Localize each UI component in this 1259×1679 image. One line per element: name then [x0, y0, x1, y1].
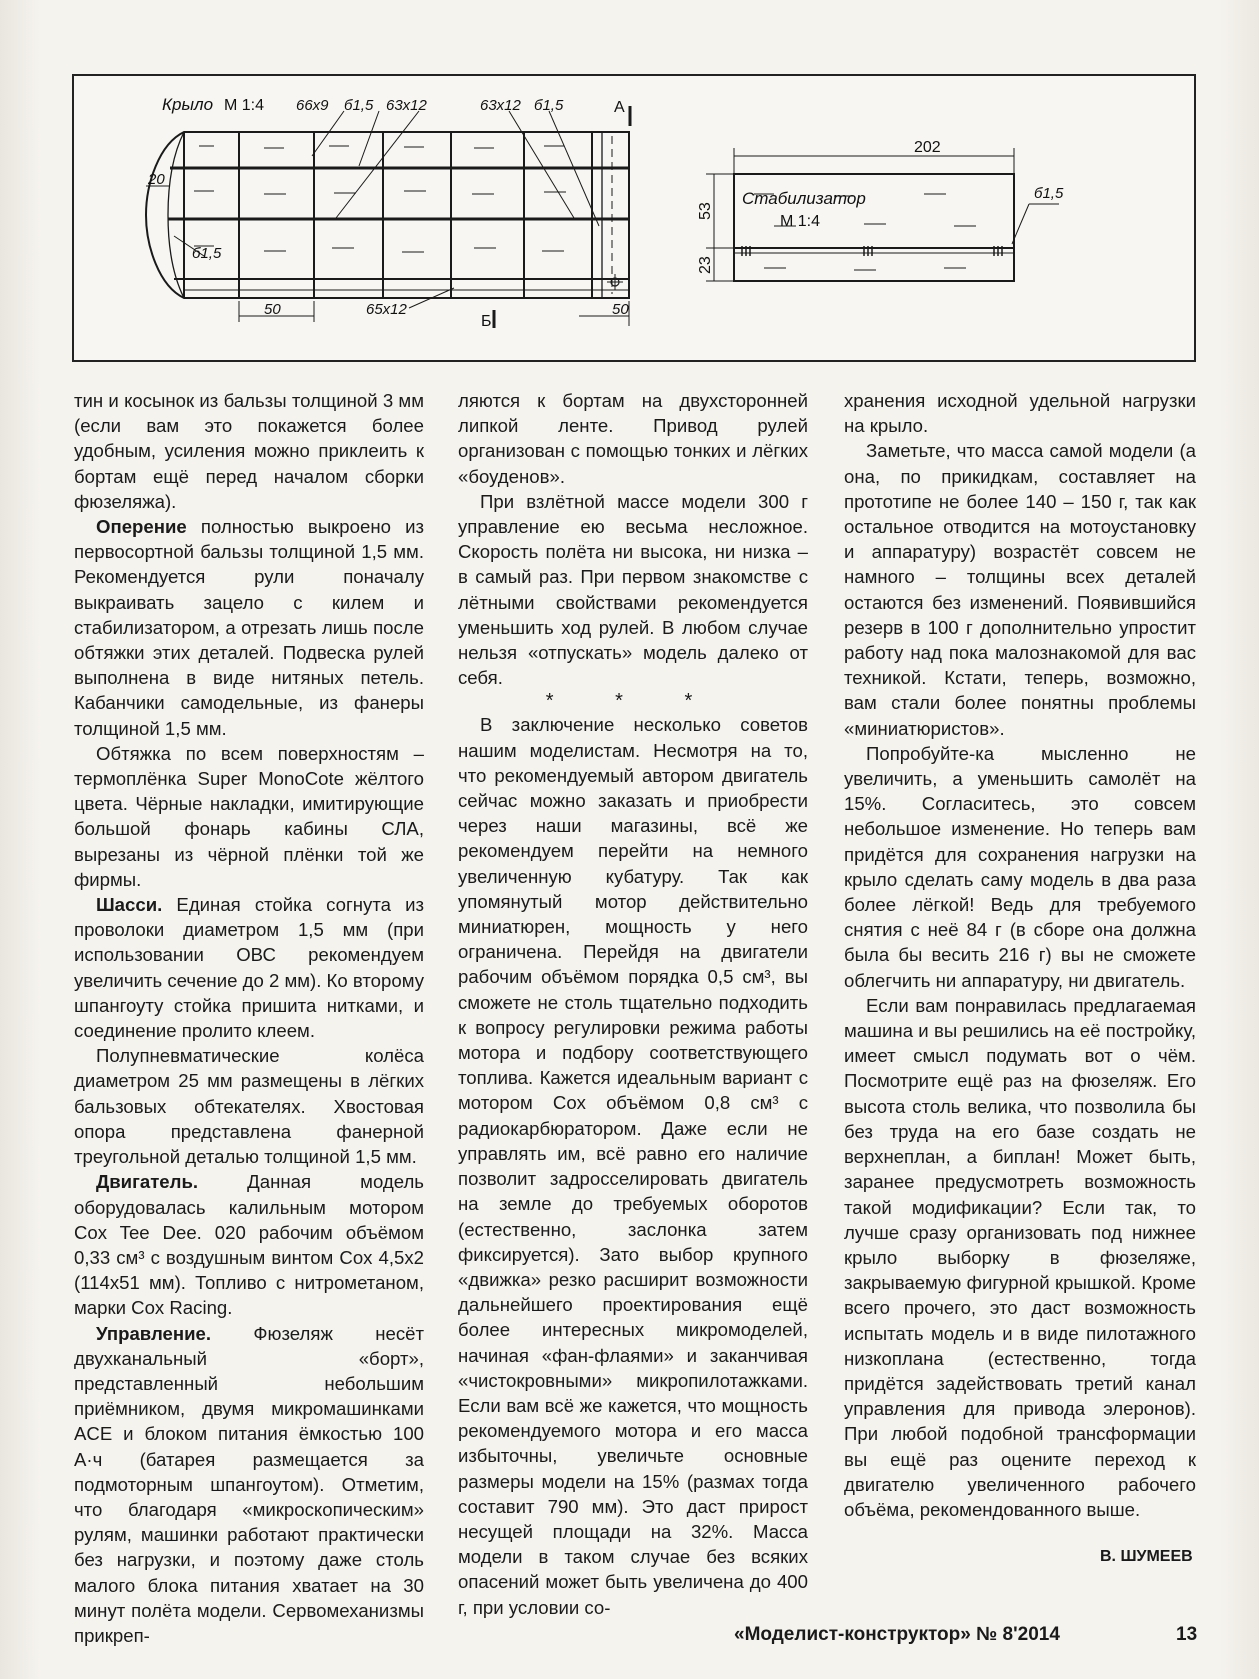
- magazine-issue: «Моделист-конструктор» № 8'2014: [734, 1624, 1060, 1645]
- wing-label-20: 20: [148, 171, 165, 188]
- stabilizer-title: Стабилизатор: [742, 189, 866, 208]
- heading-chassis: Шасси.: [96, 894, 163, 916]
- wing-label-65x12: 65х12: [366, 301, 407, 318]
- paragraph-text: Фюзеляж несёт двухканальный «борт», представленный небольшим приёмником, двумя микромашинками ACE и блоком питания ёмкостью 100 А·ч (батарея размещается за подмоторным шпангоутом). Отметим, что благодаря «микроскопическим» рулям, машинки работают практически без нагрузки, и поэтому даже столь малого блока питания хватает на 30 минут полёта модели. Сервомеханизмы прикреп-: [74, 1322, 424, 1646]
- paragraph-chassis: [74, 892, 424, 1043]
- wing-label-63x12-a: 63х12: [386, 97, 427, 114]
- section-a-marker: А: [614, 99, 625, 116]
- wing-label-50-b: 50: [612, 301, 629, 318]
- paragraph: тин и косынок из бальзы толщиной 3 мм (если вам это покажется более удобным, усиления можно приклеить к бортам ещё перед началом сборки фюзеляжа).: [74, 390, 424, 512]
- column-3: [844, 388, 1196, 1522]
- heading-empennage: Оперение: [96, 516, 187, 538]
- stabilizer-height-53: 53: [697, 202, 714, 220]
- wing-label-b15-a: б1,5: [344, 97, 374, 114]
- stabilizer-height-23: 23: [697, 256, 714, 274]
- column-2: [458, 388, 808, 1620]
- paragraph: Заметьте, что масса самой модели (а она, по прикидкам, составляет на прототипе не более 140 – 150 г, так как остальное отводится на мотоустановку и аппаратуру) возрастёт совсем не намного – толщины всех деталей остаются без изменений. Появившийся резерв в 100 г дополнительно упростит работу над пока малознакомой для вас техникой. Кстати, теперь, возможно, вам стали более понятны проблемы «миниатюристов».: [844, 440, 1196, 739]
- author-signature: В. ШУМЕЕВ: [1100, 1548, 1193, 1565]
- paragraph-text: полностью выкроено из первосортной бальзы толщиной 1,5 мм. Рекомендуется рули поначалу выкраивать зацело с килем и стабилизатором, а отрезать лишь после обтяжки этих деталей. Подвеска рулей выполнена в виде нитяных петель. Кабанчики самодельные, из фанеры толщиной 1,5 мм.: [74, 516, 424, 739]
- paragraph-engine: [74, 1169, 424, 1320]
- paragraph: Полупневматические колёса диаметром 25 мм размещены в лёгких бальзовых обтекателях. Хвостовая опора представлена фанерной треугольной деталью толщиной 1,5 мм.: [74, 1045, 424, 1168]
- wing-drawing: [146, 106, 630, 328]
- heading-engine: Двигатель.: [96, 1171, 199, 1193]
- wing-scale: М 1:4: [224, 97, 265, 114]
- paragraph: хранения исходной удельной нагрузки на крыло.: [844, 390, 1196, 437]
- paragraph: Попробуйте-ка мысленно не увеличить, а уменьшить самолёт на 15%. Согласитесь, это совсем небольшое изменение. Но теперь вам придётся для сохранения нагрузки на крыло сделать саму модель в два раза более лёгкой! Ведь для требуемого снятия с неё 84 г (в сборе она должна была бы весить 216 г) вы не сможете облегчить ни аппаратуру, ни двигатель.: [844, 742, 1196, 991]
- wing-label-50-a: 50: [264, 301, 281, 318]
- page-number: 13: [1176, 1624, 1198, 1645]
- wing-label-66x9: 66х9: [296, 97, 329, 114]
- paragraph: При взлётной массе модели 300 г управление ею весьма несложное. Скорость полёта ни высока, ни низка – в самый раз. При первом знакомстве с лётными свойствами рекомендуется уменьшить ход рулей. В любом случае нельзя «отпускать» модель далеко от себя.: [458, 490, 808, 689]
- technical-drawing: [72, 74, 1196, 362]
- stabilizer-thickness: б1,5: [1034, 185, 1064, 202]
- paragraph-text: Единая стойка согнута из проволоки диаметром 1,5 мм (при использовании ОВС рекомендуем увеличить сечение до 2 мм). Ко второму шпангоуту стойка пришита нитками, и соединение пролито клеем.: [74, 894, 424, 1042]
- paragraph: Если вам понравилась предлагаемая машина и вы решились на её постройку, имеет смысл подумать вот о чём. Посмотрите ещё раз на фюзеляж. Его высота столь велика, что позволила бы без труда на его базе создать не верхнеплан, а биплан! Может быть, заранее предусмотреть возможность такой модификации? Если так, то лучше сразу организовать под нижнее крыло выборку в фюзеляже, закрываемую фигурной крышкой. Кроме всего прочего, это даст возможность испытать модель и в виде пилотажного низкоплана (естественно, тогда придётся задействовать третий канал управления для привода элеронов). При любой подобной трансформации вы ещё раз оцените переход к двигателю увеличенного рабочего объёма, рекомендованного выше.: [844, 994, 1196, 1520]
- heading-control: Управление.: [96, 1322, 212, 1344]
- paragraph-control: [74, 1321, 424, 1649]
- paragraph: Обтяжка по всем поверхностям – термоплёнка Super MonoCote жёлтого цвета. Чёрные накладки, имитирующие большой фонарь кабины СЛА, вырезаны из чёрной плёнки той же фирмы.: [74, 742, 424, 890]
- stabilizer-width: 202: [914, 139, 941, 156]
- wing-stabilizer-drawing: [74, 76, 1194, 360]
- paragraph: ляются к бортам на двухсторонней липкой ленте. Привод рулей организован с помощью тонких и лёгких «боуденов».: [458, 390, 808, 487]
- column-1: [74, 388, 424, 1648]
- paragraph-text: Данная модель оборудовалась калильным мотором Cox Tee Dee. 020 рабочим объёмом 0,33 см³ с воздушным винтом Cox 4,5х2 (114х51 мм). Топливо с нитрометаном, марки Cox Racing.: [74, 1171, 424, 1319]
- wing-label-b15-b: б1,5: [534, 97, 564, 114]
- paragraph-empennage: [74, 514, 424, 741]
- stabilizer-drawing: [706, 148, 1059, 281]
- section-b-marker: Б: [481, 313, 492, 330]
- section-separator: * * *: [545, 690, 721, 713]
- wing-label-b15-c: б1,5: [192, 245, 222, 262]
- wing-title: Крыло: [162, 95, 214, 114]
- stabilizer-scale: М 1:4: [780, 213, 821, 230]
- paragraph: В заключение несколько советов нашим моделистам. Несмотря на то, что рекомендуемый автором двигатель сейчас можно заказать и приобрести через наши магазины, всё же рекомендуем перейти на немного увеличенную кубатуру. Так как упомянутый мотор действительно миниатюрен, мощность у него ограничена. Перейдя на двигатели рабочим объёмом порядка 0,5 см³, вы сможете не столь тщательно подходить к вопросу регулировки режима работы мотора и подбору соответствующего топлива. Кажется идеальным вариант с мотором Cox объёмом 0,8 см³ с радиокарбюратором. Даже если не управлять им, всё равно его наличие позволит задросселировать двигатель на земле до требуемых оборотов (естественно, заслонка затем фиксируется). Зато выбор крупного «движка» резко расширит возможности дальнейшего проектирования ещё более интересных микромоделей, начиная «фан-флаями» и заканчивая «чистокровными» микропилотажками. Если вам всё же кажется, что мощность рекомендуемого мотора и его масса избыточны, увеличьте основные размеры модели на 15% (размах тогда составит 790 мм). Это даст прирост несущей площади на 32%. Масса модели в таком случае без всяких опасений может быть увеличена до 400 г, при условии со-: [458, 714, 808, 1618]
- wing-label-63x12-b: 63х12: [480, 97, 521, 114]
